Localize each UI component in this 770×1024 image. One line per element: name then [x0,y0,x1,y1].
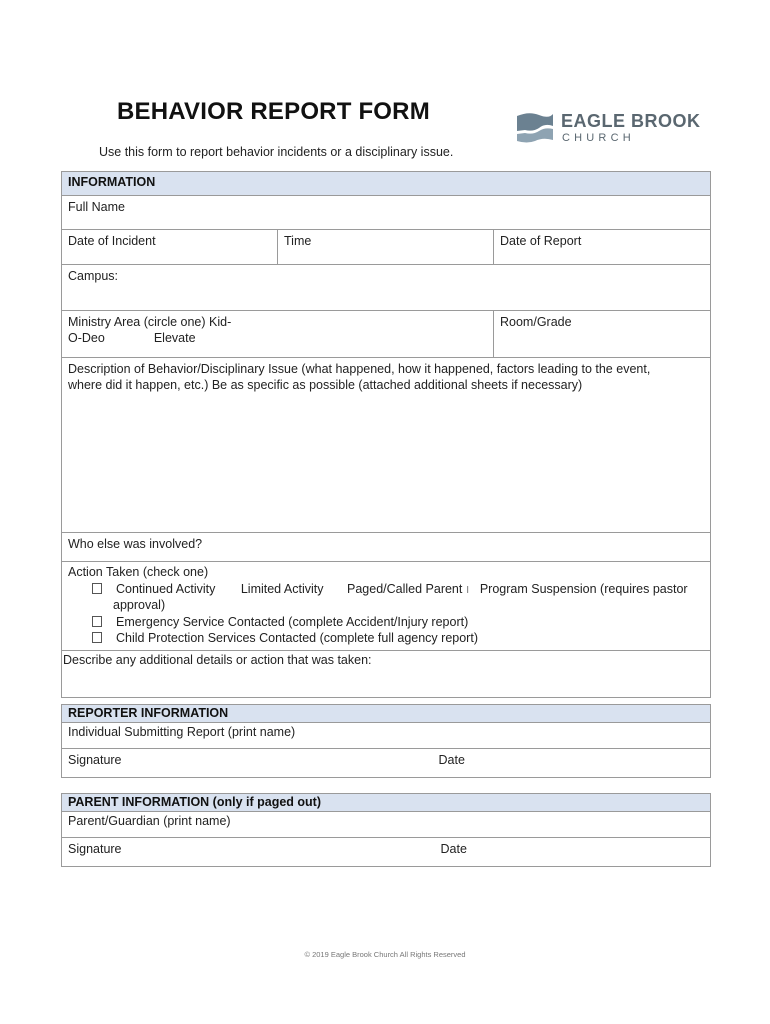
room-grade-label: Room/Grade [500,315,572,329]
continued-activity-label: Continued Activity [116,581,216,596]
date-of-report-field[interactable] [494,230,711,265]
emergency-service-checkbox[interactable] [92,616,102,627]
emergency-service-label: Emergency Service Contacted (complete Accident/Injury report) [116,614,469,629]
reporter-header: REPORTER INFORMATION [62,705,711,723]
time-field[interactable] [278,230,494,265]
information-table [61,171,711,698]
reporter-date-field[interactable] [433,749,711,778]
additional-details-label: Describe any additional details or action that was taken: [63,652,372,667]
parent-signature-label: Signature [68,842,122,856]
guardian-name-field[interactable] [62,812,711,838]
campus-field[interactable] [62,265,711,311]
copyright-footer: © 2019 Eagle Brook Church All Rights Reserved [304,950,466,959]
ministry-option-elevate[interactable]: Elevate [153,331,196,345]
parent-signature-field[interactable] [62,838,435,867]
campus-label: Campus: [68,269,119,283]
reporter-date-label: Date [438,753,465,767]
child-protection-label: Child Protection Services Contacted (complete full agency report) [116,631,478,645]
guardian-name-label: Parent/Guardian (print name) [68,814,231,828]
parent-table [61,793,711,867]
ministry-area-field[interactable] [62,311,494,358]
parent-date-field[interactable] [435,838,711,867]
paged-parent-label[interactable]: Paged/Called Parent [347,581,463,596]
parent-header: PARENT INFORMATION (only if paged out) [62,794,711,812]
information-header: INFORMATION [62,172,711,196]
additional-details-field[interactable] [62,650,711,697]
room-grade-field[interactable] [494,311,711,358]
child-protection-checkbox[interactable] [92,632,102,643]
limited-activity-label[interactable]: Limited Activity [240,581,324,596]
date-of-incident-field[interactable] [62,230,278,265]
date-of-report-label: Date of Report [500,234,582,248]
reporter-name-label: Individual Submitting Report (print name) [68,725,296,739]
reporter-table [61,704,711,778]
description-field[interactable] [62,358,711,533]
date-of-incident-label: Date of Incident [68,234,156,248]
logo-sub: CHURCH [562,132,635,144]
full-name-field[interactable] [62,196,711,230]
ministry-option-kid-o-deo[interactable]: O-Deo [68,331,105,345]
program-suspension-label-cont: approval) [113,598,166,612]
continued-activity-checkbox[interactable] [92,583,102,594]
program-suspension-label[interactable]: Program Suspension (requires pastor [479,581,688,596]
full-name-label: Full Name [68,200,125,214]
reporter-signature-field[interactable] [62,749,433,778]
logo-name: EAGLE BROOK [561,111,701,131]
action-taken-field: Action Taken (check one) Continued Activity Limited Activity Paged/Called Parent ı Program Suspension (requires pastor approval) Emergency Service Contacted (complete Accident/Injury report) Child Protection Services Contacted (complete full agency report) [62,562,711,651]
description-label-line1: Description of Behavior/Disciplinary Issue (what happened, how it happened, factors leading to the event, [68,362,651,376]
form-title: BEHAVIOR REPORT FORM [117,98,430,125]
description-label-line2: where did it happen, etc.) Be as specific as possible (attached additional sheets if necessary) [68,378,583,392]
church-logo [515,108,725,150]
logo-mark-icon [515,110,555,144]
action-taken-label: Action Taken (check one) [68,565,209,579]
time-label: Time [284,234,312,248]
who-else-field[interactable] [62,533,711,562]
who-else-label: Who else was involved? [68,537,203,551]
reporter-name-field[interactable] [62,723,711,749]
parent-date-label: Date [440,842,467,856]
reporter-signature-label: Signature [68,753,122,767]
form-subtitle: Use this form to report behavior incidents or a disciplinary issue. [99,145,454,159]
ministry-area-label: Ministry Area (circle one) Kid- [68,315,232,329]
